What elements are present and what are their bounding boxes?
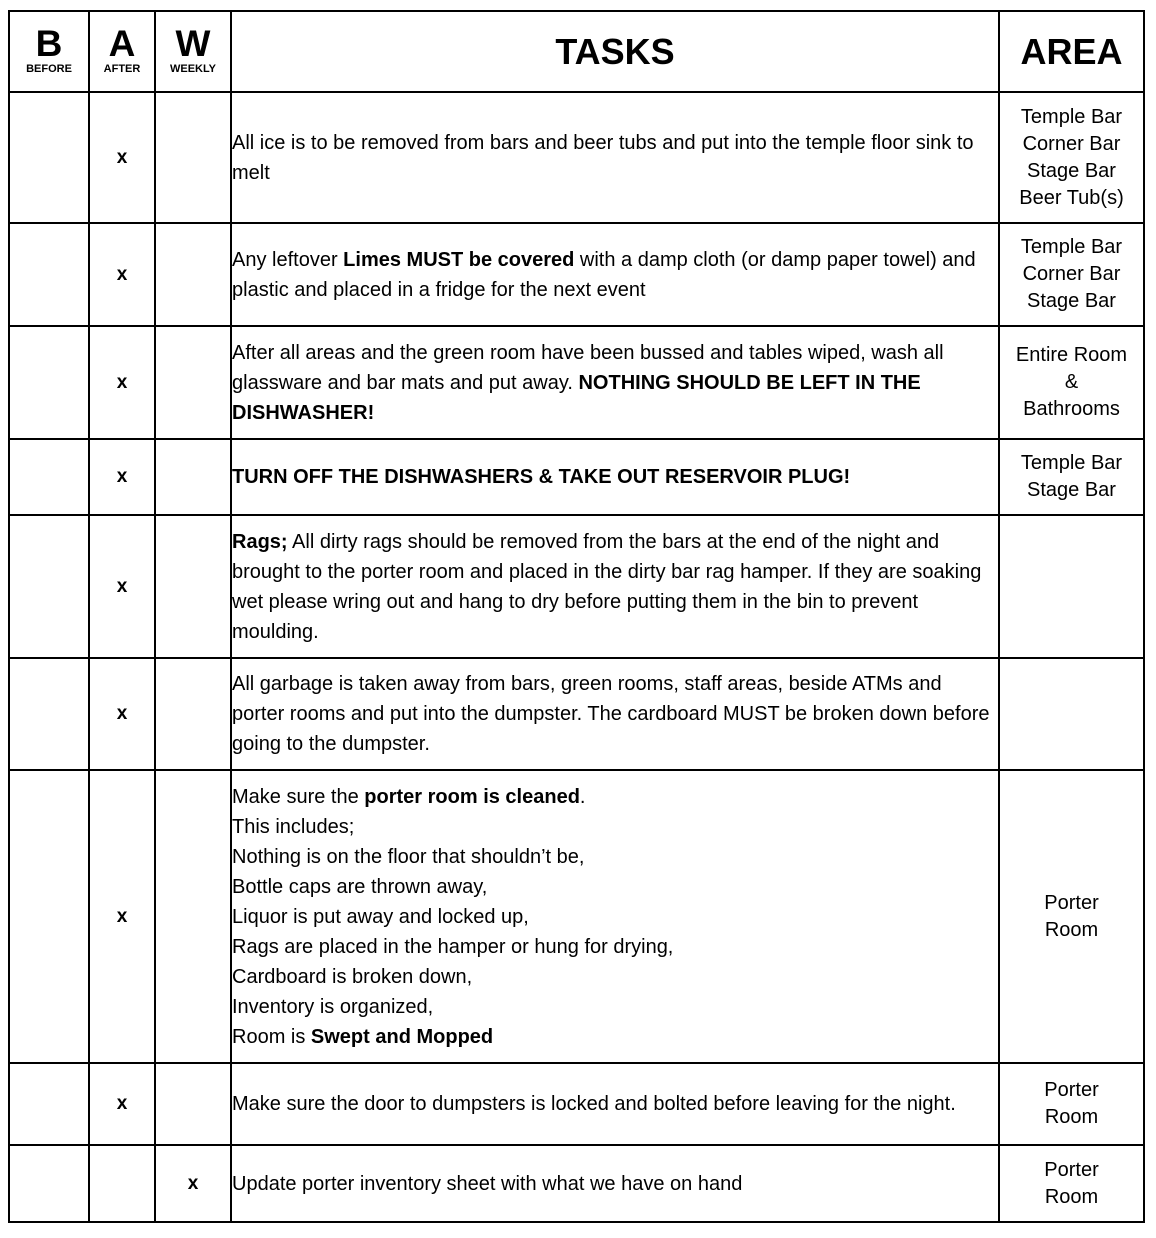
- area-cell: [999, 326, 1144, 439]
- after-column-header: [89, 11, 155, 92]
- after-cell: x: [89, 770, 155, 1063]
- task-emphasis: NOTHING SHOULD BE LEFT IN THE DISHWASHER!: [232, 371, 921, 424]
- table-row: [9, 515, 1144, 658]
- after-letter: A: [108, 22, 136, 64]
- area-column-header: AREA: [999, 11, 1144, 92]
- area-line: Bathrooms: [1023, 398, 1120, 420]
- after-cell: x: [89, 515, 155, 658]
- area-line: Porter: [1044, 1158, 1099, 1181]
- task-cell: [231, 658, 999, 770]
- weekly-cell: [155, 92, 231, 223]
- task-text: Make sure the door to dumpsters is locked and bolted before leaving for the night.: [232, 1093, 956, 1115]
- area-line: Porter: [1044, 1079, 1099, 1101]
- task-line: Bottle caps are thrown away,: [232, 875, 488, 898]
- after-cell: [89, 1145, 155, 1222]
- table-row: [9, 1145, 1144, 1222]
- area-line: &: [1064, 371, 1079, 393]
- before-column-header: [9, 11, 89, 92]
- task-cell: [231, 1063, 999, 1145]
- weekly-cell: [155, 658, 231, 770]
- before-cell: [9, 658, 89, 770]
- task-text: All garbage is taken away from bars, green rooms, staff areas, beside ATMs and porter rooms and put into the dumpster. The cardboard MUST be broken down before going to the dumpster.: [232, 673, 990, 755]
- weekly-cell: [155, 326, 231, 439]
- weekly-letter: W: [175, 22, 211, 64]
- weekly-cell: [155, 439, 231, 515]
- porter-checklist-table: [8, 10, 1145, 1223]
- task-line: Liquor is put away and locked up,: [232, 905, 529, 928]
- after-cell: x: [89, 1063, 155, 1145]
- task-text: Any leftover: [232, 248, 344, 271]
- after-cell: x: [89, 326, 155, 439]
- area-line: Stage Bar: [1027, 159, 1116, 182]
- before-cell: [9, 326, 89, 439]
- table-row: [9, 439, 1144, 515]
- area-line: Room: [1044, 1106, 1099, 1128]
- area-cell: [999, 439, 1144, 515]
- weekly-label: WEEKLY: [169, 62, 217, 75]
- after-cell: x: [89, 658, 155, 770]
- task-text: Update porter inventory sheet with what we have on hand: [232, 1172, 743, 1195]
- task-line: Inventory is organized,: [232, 995, 434, 1018]
- area-cell: [999, 223, 1144, 326]
- weekly-cell: [155, 515, 231, 658]
- table-row: [9, 326, 1144, 439]
- area-line: Corner Bar: [1022, 263, 1121, 285]
- area-line: Corner Bar: [1022, 132, 1121, 155]
- area-cell: [999, 1063, 1144, 1145]
- before-cell: [9, 92, 89, 223]
- task-cell: [231, 515, 999, 658]
- task-line: This includes;: [232, 815, 355, 838]
- task-emphasis: Rags;: [232, 530, 288, 553]
- task-emphasis: porter room is cleaned: [364, 785, 580, 808]
- table-row: [9, 1063, 1144, 1145]
- area-cell: [999, 92, 1144, 223]
- area-line: Temple Bar: [1020, 105, 1123, 128]
- task-cell: [231, 326, 999, 439]
- task-emphasis: TURN OFF THE DISHWASHERS & TAKE OUT RESERVOIR PLUG!: [232, 466, 851, 488]
- area-cell: [999, 770, 1144, 1063]
- area-line: Porter: [1044, 891, 1099, 914]
- table-row: [9, 658, 1144, 770]
- task-line: [232, 1022, 998, 1052]
- task-line: [232, 782, 998, 812]
- area-line: Stage Bar: [1027, 290, 1116, 312]
- after-cell: x: [89, 92, 155, 223]
- table-row: [9, 223, 1144, 326]
- tasks-column-header: TASKS: [231, 11, 999, 92]
- weekly-column-header: [155, 11, 231, 92]
- header-row: [9, 11, 1144, 92]
- task-text: Room is: [232, 1025, 311, 1048]
- area-line: Room: [1044, 918, 1099, 941]
- area-cell: [999, 515, 1144, 658]
- task-cell: [231, 1145, 999, 1222]
- before-cell: [9, 439, 89, 515]
- after-label: AFTER: [103, 62, 141, 75]
- weekly-cell: [155, 770, 231, 1063]
- after-cell: x: [89, 223, 155, 326]
- area-line: Temple Bar: [1020, 452, 1123, 474]
- task-emphasis: Limes MUST be covered: [343, 248, 575, 271]
- area-line: Stage Bar: [1027, 479, 1116, 501]
- task-cell: [231, 223, 999, 326]
- task-line: Nothing is on the floor that shouldn’t be,: [232, 845, 585, 868]
- weekly-cell: [155, 223, 231, 326]
- after-cell: x: [89, 439, 155, 515]
- before-cell: [9, 1145, 89, 1222]
- before-cell: [9, 1063, 89, 1145]
- task-text: with a damp cloth (or damp paper towel) and plastic and placed in a fridge for the next event: [232, 248, 976, 301]
- area-line: Room: [1044, 1185, 1099, 1208]
- area-line: Temple Bar: [1020, 236, 1123, 258]
- task-line: Cardboard is broken down,: [232, 965, 473, 988]
- area-line: Beer Tub(s): [1019, 186, 1124, 209]
- before-cell: [9, 515, 89, 658]
- area-cell: [999, 1145, 1144, 1222]
- table-row: [9, 92, 1144, 223]
- task-text: After all areas and the green room have been bussed and tables wiped, wash all glassware and bar mats and put away.: [232, 341, 944, 394]
- task-text: All ice is to be removed from bars and beer tubs and put into the temple floor sink to melt: [232, 131, 974, 184]
- before-cell: [9, 223, 89, 326]
- before-cell: [9, 770, 89, 1063]
- task-cell: [231, 770, 999, 1063]
- weekly-cell: x: [155, 1145, 231, 1222]
- before-letter: B: [35, 22, 63, 64]
- task-text: Make sure the: [232, 785, 365, 808]
- area-cell: [999, 658, 1144, 770]
- table-row: [9, 770, 1144, 1063]
- area-line: Entire Room: [1015, 344, 1128, 366]
- task-cell: [231, 92, 999, 223]
- task-text: .: [579, 785, 586, 808]
- task-text: All dirty rags should be removed from the bars at the end of the night and brought to the porter room and placed in the dirty bar rag hamper. If they are soaking wet please wring out and hang to dry before putting them in the bin to prevent moulding.: [232, 530, 982, 643]
- task-emphasis: Swept and Mopped: [310, 1025, 494, 1048]
- weekly-cell: [155, 1063, 231, 1145]
- task-line: Rags are placed in the hamper or hung for drying,: [232, 935, 674, 958]
- task-cell: [231, 439, 999, 515]
- before-label: BEFORE: [26, 62, 72, 75]
